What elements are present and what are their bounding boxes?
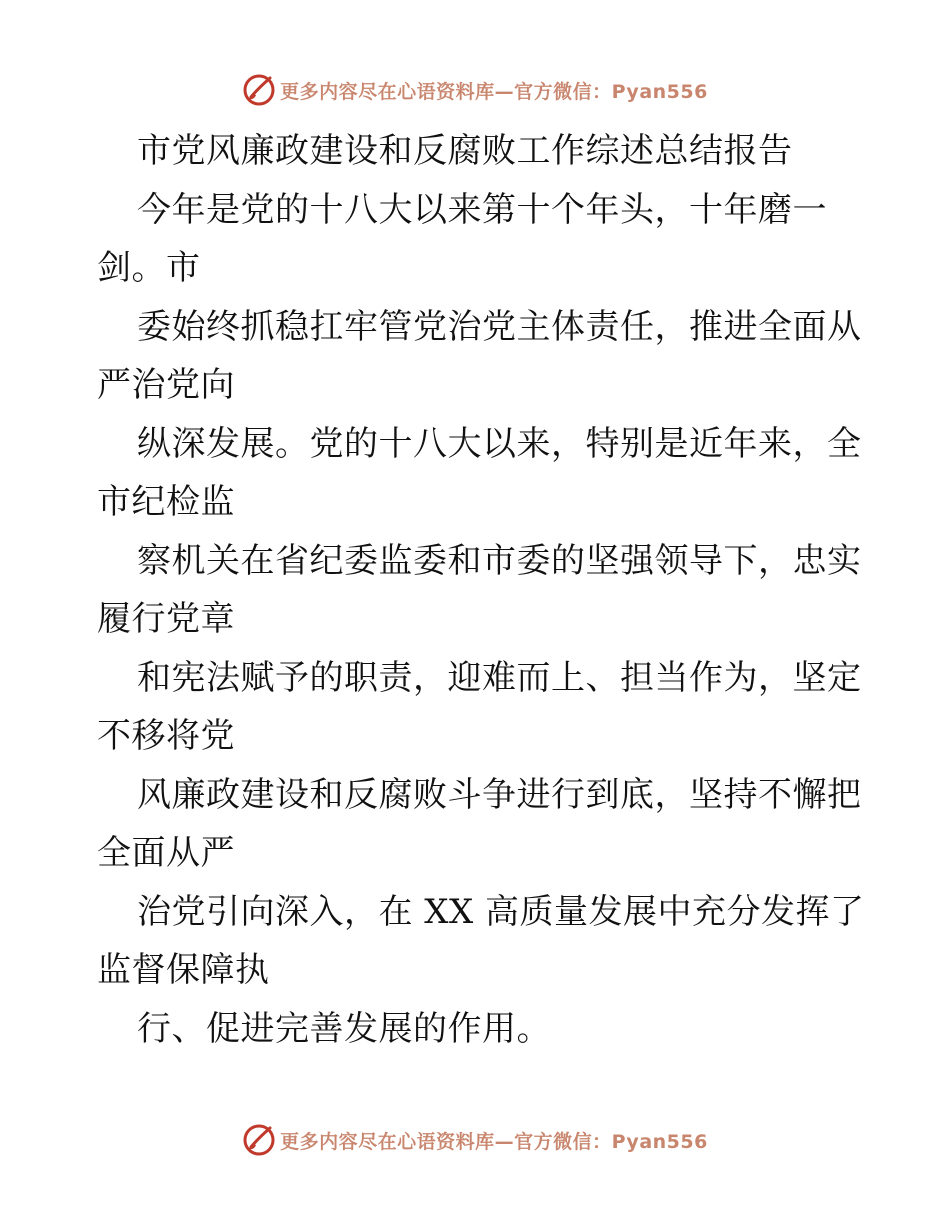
header-banner bbox=[0, 70, 950, 110]
paragraph-line: 委始终抓稳扛牢管党治党主体责任，推进全面从 bbox=[137, 306, 862, 347]
document-title: 市党风廉政建设和反腐败工作综述总结报告 bbox=[137, 131, 793, 171]
paragraph-line: 严治党向 bbox=[97, 365, 235, 405]
document-body bbox=[97, 122, 865, 1058]
paragraph-line: 察机关在省纪委监委和市委的坚强领导下，忠实 bbox=[137, 540, 862, 581]
paragraph-line: 剑。市 bbox=[97, 248, 201, 288]
paragraph-line: 监督保障执 bbox=[97, 950, 270, 990]
footer-banner-text: 更多内容尽在心语资料库—官方微信：Pyan556 bbox=[280, 1130, 708, 1153]
brush-logo-icon bbox=[242, 1123, 276, 1157]
paragraph-line: 和宪法赋予的职责，迎难而上、担当作为，坚定 bbox=[137, 657, 862, 698]
paragraph-line: 治党引向深入，在 XX 高质量发展中充分发挥了 bbox=[137, 891, 865, 932]
paragraph-line: 风廉政建设和反腐败斗争进行到底，坚持不懈把 bbox=[137, 774, 862, 815]
paragraph-line: 全面从严 bbox=[97, 833, 235, 873]
brush-logo-icon bbox=[242, 73, 276, 107]
paragraph-line: 市纪检监 bbox=[97, 482, 235, 522]
header-banner-text: 更多内容尽在心语资料库—官方微信：Pyan556 bbox=[280, 80, 708, 103]
paragraph-line: 今年是党的十八大以来第十个年头，十年磨一 bbox=[137, 189, 827, 230]
paragraph-line: 不移将党 bbox=[97, 716, 235, 756]
paragraph-line: 履行党章 bbox=[97, 599, 235, 639]
paragraph-line: 纵深发展。党的十八大以来，特别是近年来，全 bbox=[137, 423, 862, 464]
footer-banner bbox=[0, 1120, 950, 1160]
paragraph-line: 行、促进完善发展的作用。 bbox=[137, 1008, 551, 1049]
